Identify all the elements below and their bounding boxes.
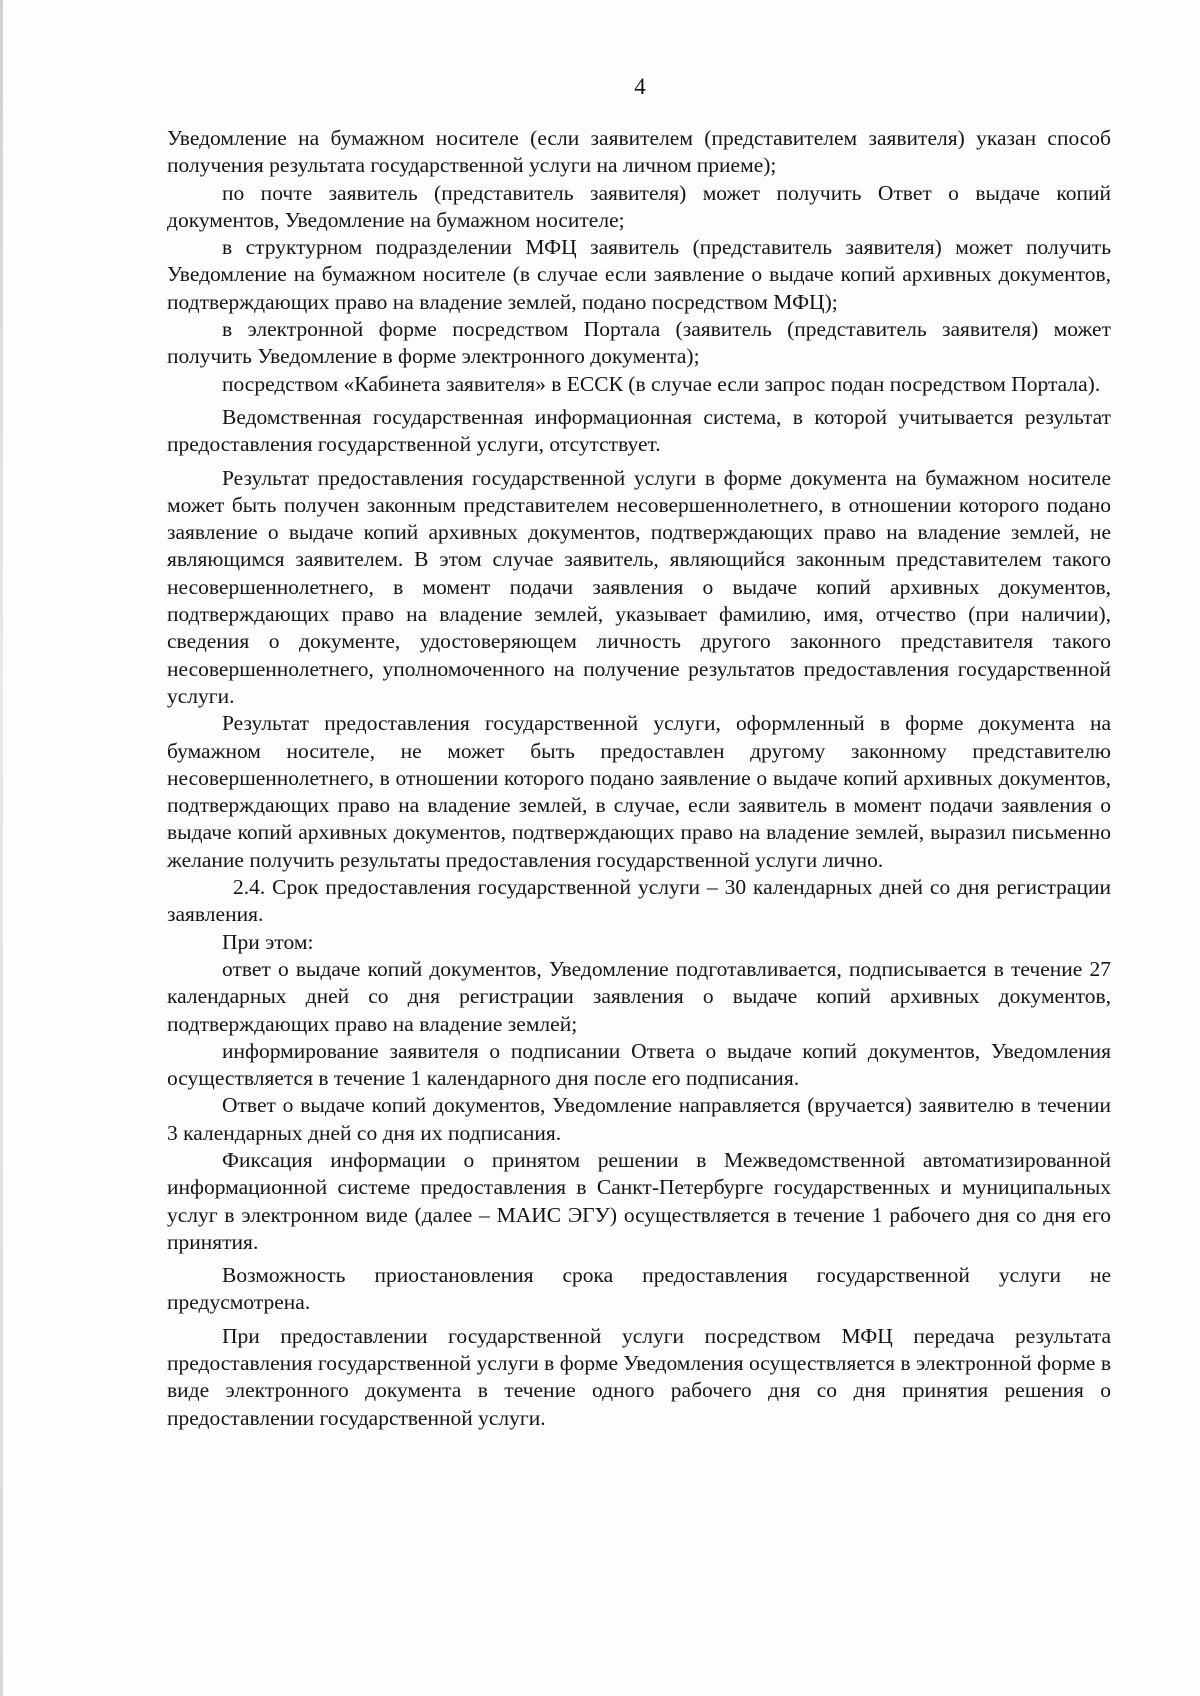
paragraph-5: посредством «Кабинета заявителя» в ЕССК (в случае если запрос подан посредством Портала). — [222, 371, 1101, 396]
paragraph-7: Результат предоставления государственной услуги в форме документа на бумажном носителе может быть получен законным представителем несовершеннолетнего, в отношении которого подано заявление о выдаче копий архивных документов, подтверждающих право на владение землей, не являющимся заявителем. В этом случае заявитель, являющийся законным представителем такого несовершеннолетнего, в момент подачи заявления о выдаче копий архивных документов, подтверждающих право на владение землей, указывает фамилию, имя, отчество (при наличии), сведения о документе, удостоверяющем личность другого законного представителя такого несовершеннолетнего, уполномоченного на получение результатов предоставления государственной услуги. — [167, 465, 1111, 708]
paragraph-8: Результат предоставления государственной услуги, оформленный в форме документа на бумажном носителе, не может быть предоставлен другому законному представителю несовершеннолетнего, в отношении которого подано заявление о выдаче копий архивных документов, подтверждающих право на владение землей, в случае, если заявитель в момент подачи заявления о выдаче копий архивных документов, подтверждающих право на владение землей, выразил письменно желание получить результаты предоставления государственной услуги лично. — [167, 711, 1111, 872]
paragraph-16: При предоставлении государственной услуги посредством МФЦ передача результата предоставления государственной услуги в форме Уведомления осуществляется в электронной форме в виде электронного документа в течение одного рабочего дня со дня принятия решения о предоставлении государственной услуги. — [167, 1323, 1111, 1430]
page-number: 4 — [634, 74, 646, 99]
document-body — [167, 125, 1111, 1432]
paragraph-2: по почте заявитель (представитель заявителя) может получить Ответ о выдаче копий документов, Уведомление на бумажном носителе; — [167, 180, 1111, 232]
paragraph-15: Возможность приостановления срока предоставления государственной услуги не предусмотрена. — [167, 1263, 1111, 1315]
paragraph-4: в электронной форме посредством Портала (заявитель (представитель заявителя) может получить Уведомление в форме электронного документа); — [167, 317, 1111, 369]
paragraph-3: в структурном подразделении МФЦ заявитель (представитель заявителя) может получить Уведомление на бумажном носителе (в случае если заявление о выдаче копий архивных документов, подтверждающих право на владение землей, подано посредством МФЦ); — [167, 235, 1111, 314]
paragraph-9: 2.4. Срок предоставления государственной услуги – 30 календарных дней со дня регистрации заявления. — [167, 875, 1111, 927]
paragraph-12: информирование заявителя о подписании Ответа о выдаче копий документов, Уведомления осуществляется в течение 1 календарного дня после его подписания. — [167, 1038, 1111, 1091]
scan-edge-shadow — [0, 0, 3, 1696]
paragraph-6: Ведомственная государственная информационная система, в которой учитывается результат предоставления государственной услуги, отсутствует. — [167, 404, 1111, 457]
paragraph-10: При этом: — [222, 929, 314, 954]
paragraph-1: Уведомление на бумажном носителе (если заявителем (представителем заявителя) указан способ получения результата государственной услуги на личном приеме); — [167, 126, 1111, 178]
paragraph-11: ответ о выдаче копий документов, Уведомление подготавливается, подписывается в течение 27 календарных дней со дня регистрации заявления о выдаче копий архивных документов, подтверждающих право на владение землей; — [167, 956, 1111, 1036]
paragraph-14: Фиксация информации о принятом решении в Межведомственной автоматизированной информационной системе предоставления в Санкт-Петербурге государственных и муниципальных услуг в электронном виде (далее – МАИС ЭГУ) осуществляется в течение 1 рабочего дня со дня его принятия. — [167, 1147, 1111, 1254]
paragraph-13: Ответ о выдаче копий документов, Уведомление направляется (вручается) заявителю в течении 3 календарных дней со дня их подписания. — [167, 1093, 1111, 1145]
